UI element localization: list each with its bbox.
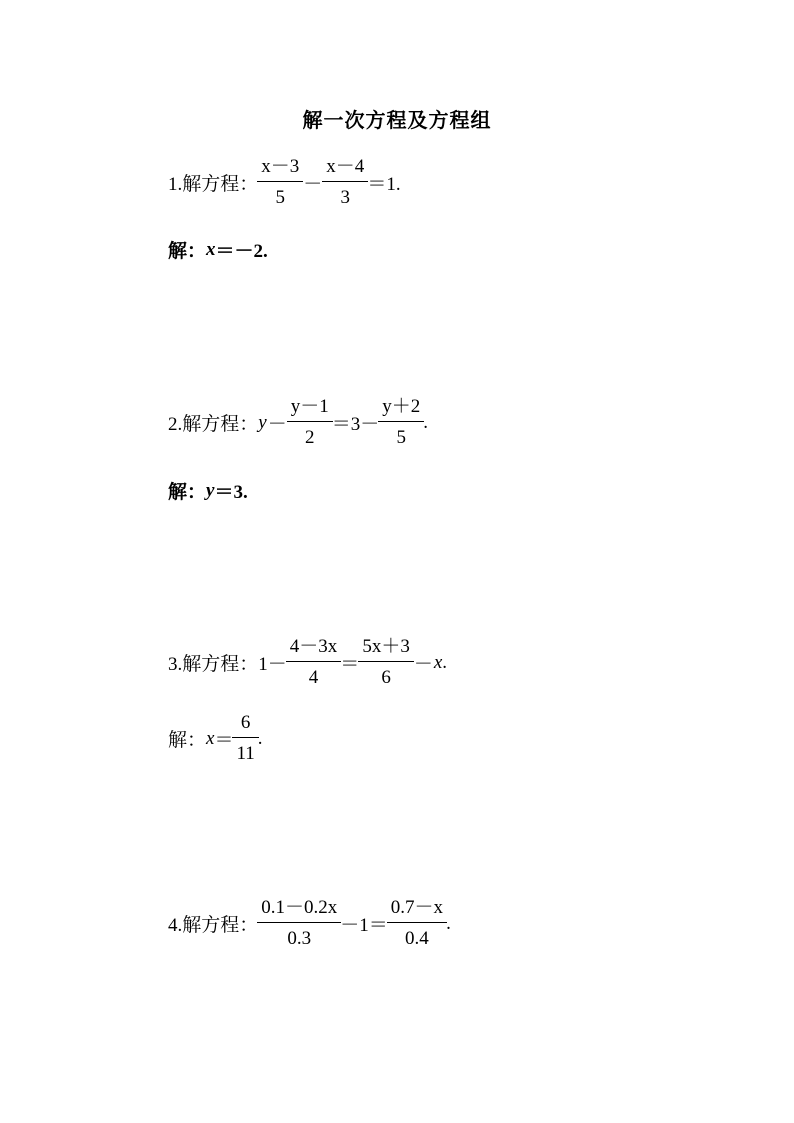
- answer-tail: .: [257, 727, 263, 749]
- fraction-numerator: 5x＋3: [362, 636, 410, 657]
- operator: －: [413, 654, 433, 675]
- fraction-numerator: 0.1－0.2x: [261, 897, 338, 918]
- problem-1-label: 1.解方程：: [168, 174, 259, 195]
- problem-1-fraction-1: [259, 156, 301, 209]
- fraction-denominator: 2: [287, 421, 333, 449]
- page-title: 解一次方程及方程组: [302, 110, 492, 132]
- fraction-denominator: 3: [322, 181, 368, 209]
- problem-3-label: 3.解方程：: [168, 654, 259, 675]
- equation-tail: .: [446, 912, 451, 934]
- problem-3-fraction-2: [360, 636, 412, 689]
- answer-variable: x: [206, 727, 215, 749]
- answer-variable: y: [206, 479, 215, 501]
- answer-value: ＝3.: [214, 482, 248, 503]
- problem-1: [168, 156, 401, 209]
- fraction-denominator: 0.3: [257, 922, 341, 950]
- variable: x: [433, 651, 443, 673]
- answer-prefix: 解：: [168, 241, 207, 262]
- fraction-denominator: 11: [232, 737, 258, 765]
- problem-1-fraction-2: [324, 156, 366, 209]
- problem-2-fraction-2: [380, 396, 422, 449]
- fraction-denominator: 6: [358, 661, 414, 689]
- problem-2: [168, 396, 428, 449]
- fraction-denominator: 5: [257, 181, 303, 209]
- fraction-numerator: 6: [240, 712, 251, 733]
- fraction-denominator: 0.4: [387, 922, 447, 950]
- operator: －: [267, 414, 287, 435]
- operator: －: [303, 174, 323, 195]
- problem-4: [168, 897, 451, 950]
- equation-middle: －1＝: [340, 915, 388, 936]
- answer-3: [168, 712, 263, 765]
- problem-4-fraction-2: [389, 897, 445, 950]
- problem-4-fraction-1: [259, 897, 339, 950]
- answer-variable: x: [206, 238, 216, 260]
- problem-2-fraction-1: [289, 396, 331, 449]
- problem-3: [168, 636, 447, 689]
- problem-4-label: 4.解方程：: [168, 915, 259, 936]
- answer-1: [168, 236, 268, 263]
- fraction-denominator: 5: [378, 421, 424, 449]
- equation-middle: ＝3－: [331, 414, 380, 435]
- equation-middle: ＝: [340, 654, 360, 675]
- answer-2: [168, 477, 248, 504]
- fraction-denominator: 4: [286, 661, 342, 689]
- answer-prefix: 解：: [168, 730, 207, 751]
- fraction-numerator: 4－3x: [289, 636, 338, 657]
- equation-lead: 1－: [258, 654, 287, 675]
- fraction-numerator: x－4: [326, 156, 365, 177]
- variable: y: [258, 411, 267, 433]
- answer-value: ＝－2.: [215, 241, 268, 262]
- problem-3-fraction-1: [288, 636, 340, 689]
- fraction-numerator: x－3: [261, 156, 300, 177]
- equation-tail: .: [423, 411, 429, 433]
- fraction-numerator: y＋2: [382, 396, 421, 417]
- answer-fraction: [234, 712, 256, 765]
- problem-2-label: 2.解方程：: [168, 414, 259, 435]
- equation-tail: .: [442, 651, 448, 673]
- answer-prefix: 解：: [168, 482, 207, 503]
- fraction-numerator: 0.7－x: [390, 897, 444, 918]
- equation-tail: ＝1.: [367, 174, 401, 195]
- answer-equals: ＝: [214, 730, 234, 751]
- fraction-numerator: y－1: [290, 396, 329, 417]
